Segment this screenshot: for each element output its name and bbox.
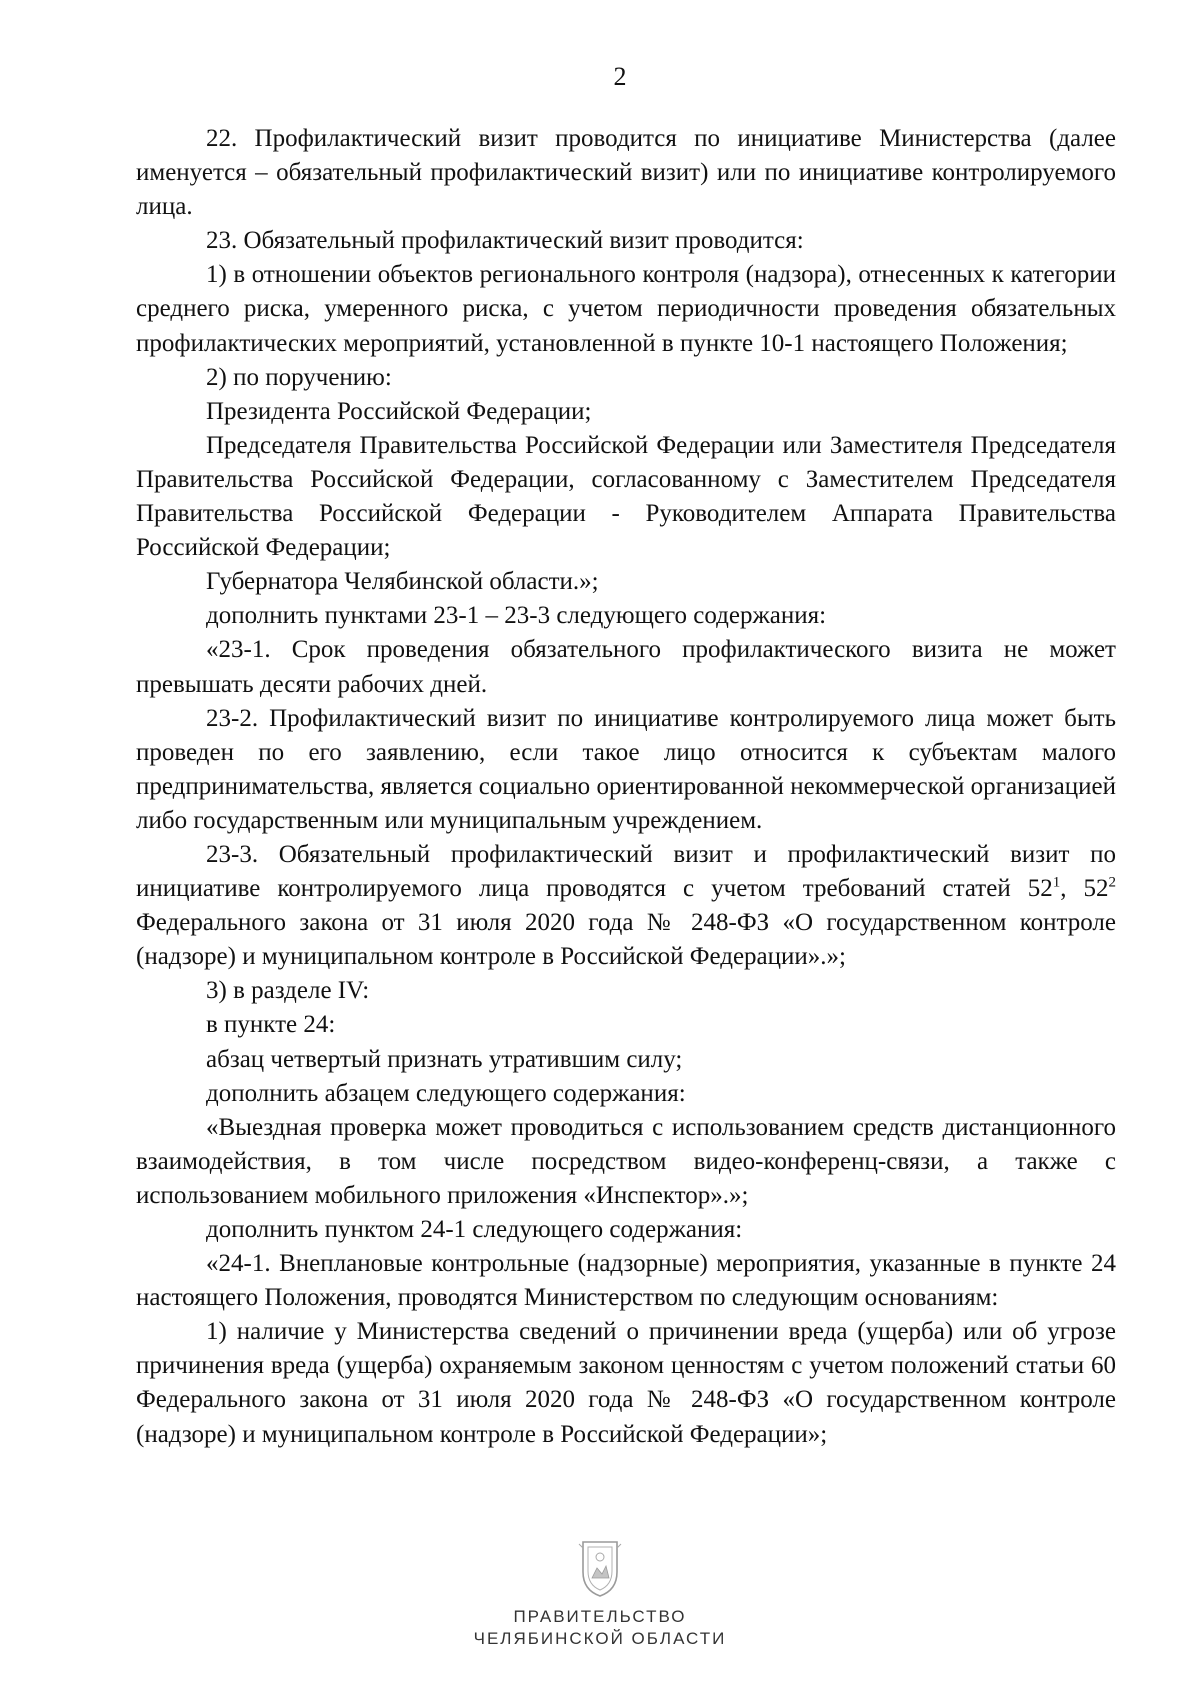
- paragraph-section-4: 3) в разделе IV:: [206, 977, 370, 1005]
- paragraph-president: Президента Российской Федерации;: [206, 397, 592, 425]
- paragraph-governor: Губернатора Челябинской области.»;: [206, 568, 599, 596]
- paragraph-abzac-4: абзац четвертый признать утратившим силу;: [206, 1045, 683, 1073]
- paragraph-23-3: [136, 838, 1116, 974]
- footer-org-line-2: ЧЕЛЯБИНСКОЙ ОБЛАСТИ: [473, 1629, 727, 1648]
- article-ref-2: 52: [1083, 875, 1109, 903]
- paragraph-add-abzac: дополнить абзацем следующего содержания:: [206, 1079, 686, 1107]
- document-body: [136, 122, 1116, 1452]
- paragraph-23-3-lead: 23-3. Обязательный профилактический визит и профилактический визит по инициативе контролируемого лица проводятся с учетом требований статей: [136, 840, 1116, 903]
- article-ref-2-sup: 2: [1108, 874, 1116, 891]
- footer-org-line-1: ПРАВИТЕЛЬСТВО: [513, 1607, 687, 1626]
- coat-of-arms-icon: [575, 1538, 625, 1600]
- paragraph-24-1-item-1: 1) наличие у Министерства сведений о причинении вреда (ущерба) или об угрозе причинения вреда (ущерба) охраняемым законом ценностям с учетом положений статьи 60 Федерального закона от 31 июля 2020 года № 248-ФЗ «О государственном контроле (надзоре) и муниципальном контроле в Российской Федерации»;: [136, 1318, 1116, 1448]
- paragraph-22: 22. Профилактический визит проводится по инициативе Министерства (далее именуется – обязательный профилактический визит) или по инициативе контролируемого лица.: [136, 125, 1116, 221]
- page-number: 2: [613, 62, 627, 91]
- article-ref-separator: ,: [1060, 875, 1084, 903]
- paragraph-24-1: «24-1. Внеплановые контрольные (надзорные) мероприятия, указанные в пункте 24 настоящего Положения, проводятся Министерством по следующим основаниям:: [136, 1250, 1116, 1312]
- paragraph-23-1: «23-1. Срок проведения обязательного профилактического визита не может превышать десяти рабочих дней.: [136, 636, 1116, 698]
- article-ref-1-sup: 1: [1052, 874, 1061, 891]
- paragraph-23-2: 23-2. Профилактический визит по инициативе контролируемого лица может быть проведен по его заявлению, если такое лицо относится к субъектам малого предпринимательства, является социально ориентированной некоммерческой организацией либо государственным или муниципальным учреждением.: [136, 704, 1116, 834]
- paragraph-add-23-1-3: дополнить пунктами 23-1 – 23-3 следующего содержания:: [206, 602, 827, 630]
- paragraph-point-24: в пункте 24:: [206, 1011, 336, 1039]
- footer-stamp: [450, 1538, 750, 1650]
- paragraph-23: 23. Обязательный профилактический визит проводится:: [206, 227, 804, 255]
- paragraph-23-item-1: 1) в отношении объектов регионального контроля (надзора), отнесенных к категории среднего риска, умеренного риска, с учетом периодичности проведения обязательных профилактических мероприятий, установленной в пункте 10-1 настоящего Положения;: [136, 261, 1116, 357]
- paragraph-23-3-tail: Федерального закона от 31 июля 2020 года № 248-ФЗ «О государственном контроле (надзоре) и муниципальном контроле в Российской Федерации».»;: [136, 909, 1116, 971]
- paragraph-field-inspection: «Выездная проверка может проводиться с использованием средств дистанционного взаимодействия, в том числе посредством видео-конференц-связи, а также с использованием мобильного приложения «Инспектор».»;: [136, 1113, 1116, 1209]
- paragraph-add-24-1: дополнить пунктом 24-1 следующего содержания:: [206, 1216, 743, 1243]
- paragraph-chairman: Председателя Правительства Российской Федерации или Заместителя Председателя Правительства Российской Федерации, согласованному с Заместителем Председателя Правительства Российской Федерации - Руководителем Аппарата Правительства Российской Федерации;: [136, 431, 1116, 562]
- article-ref-1: 52: [1027, 875, 1053, 903]
- paragraph-23-item-2: 2) по поручению:: [206, 363, 392, 391]
